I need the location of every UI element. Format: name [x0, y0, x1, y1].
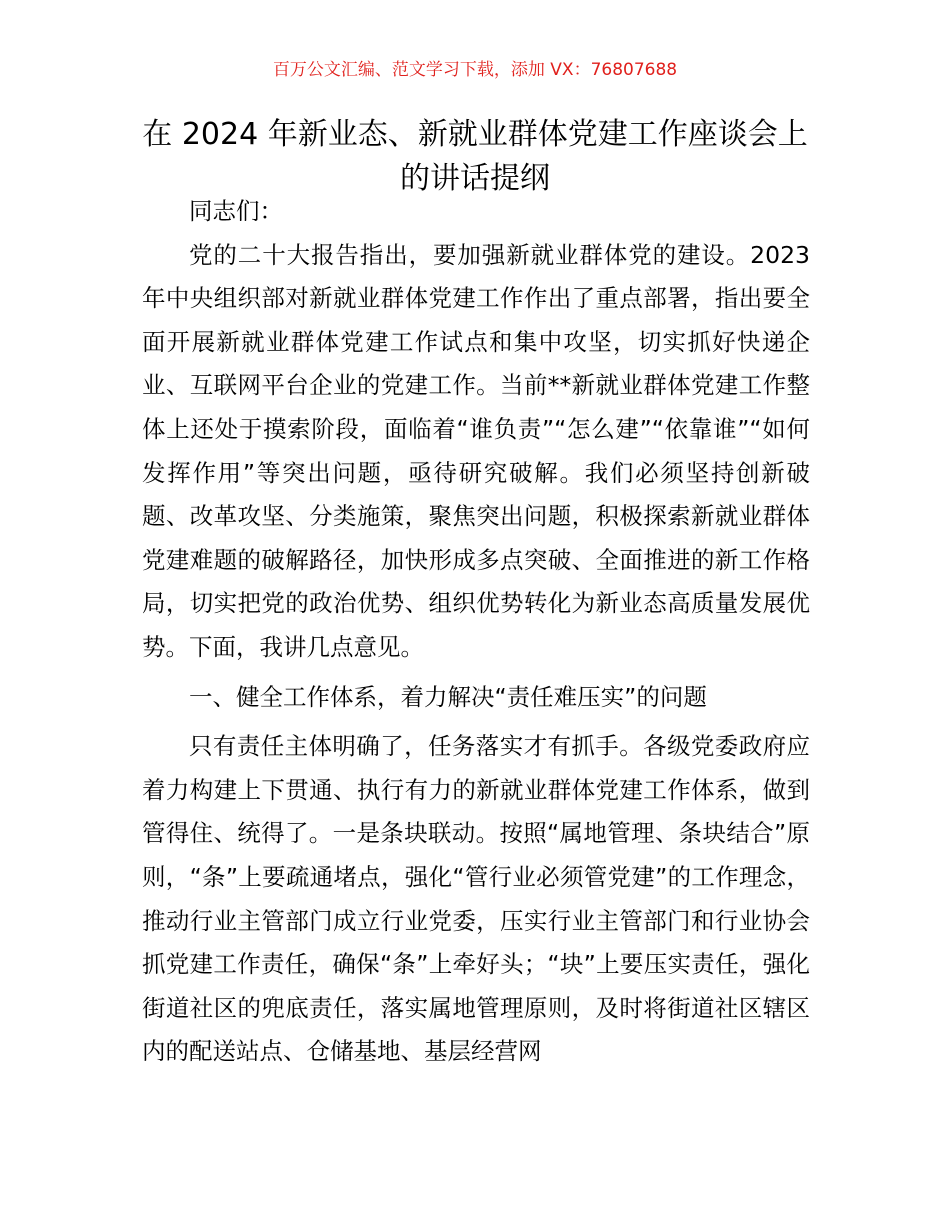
header-note: 百万公文汇编、范文学习下载，添加 VX：76807688 [272, 60, 678, 80]
intro-paragraph: 党的二十大报告指出，要加强新就业群体党的建设。2023 年中央组织部对新就业群体党建工作作出了重点部署，指出要全面开展新就业群体党建工作试点和集中攻坚，切实抓好快递企业、互联网平台企业的党建工作。当前**新就业群体党建工作整体上还处于摸索阶段，面临着“谁负责”“怎么建”“依靠谁”“如何发挥作用”等突出问题，亟待研究破解。我们必须坚持创新破题、改革攻坚、分类施策，聚焦突出问题，积极探索新就业群体党建难题的破解路径，加快形成多点突破、全面推进的新工作格局，切实把党的政治优势、组织优势转化为新业态高质量发展优势。下面，我讲几点意见。 [142, 240, 810, 661]
document-title: 在 2024 年新业态、新就业群体党建工作座谈会上的讲话提纲 [142, 117, 808, 196]
section-heading: 一、健全工作体系，着力解决“责任难压实”的问题 [189, 682, 707, 711]
section-paragraph: 只有责任主体明确了，任务落实才有抓手。各级党委政府应着力构建上下贯通、执行有力的新就业群体党建工作体系，做到管得住、统得了。一是条块联动。按照“属地管理、条块结合”原则，“条”上要疏通堵点，强化“管行业必须管党建”的工作理念，推动行业主管部门成立行业党委，压实行业主管部门和行业协会抓党建工作责任，确保“条”上牵好头；“块”上要压实责任，强化街道社区的兜底责任，落实属地管理原则，及时将街道社区辖区内的配送站点、仓储基地、基层经营网 [142, 732, 810, 1066]
document-body [142, 190, 810, 1074]
salutation: 同志们： [189, 197, 283, 225]
